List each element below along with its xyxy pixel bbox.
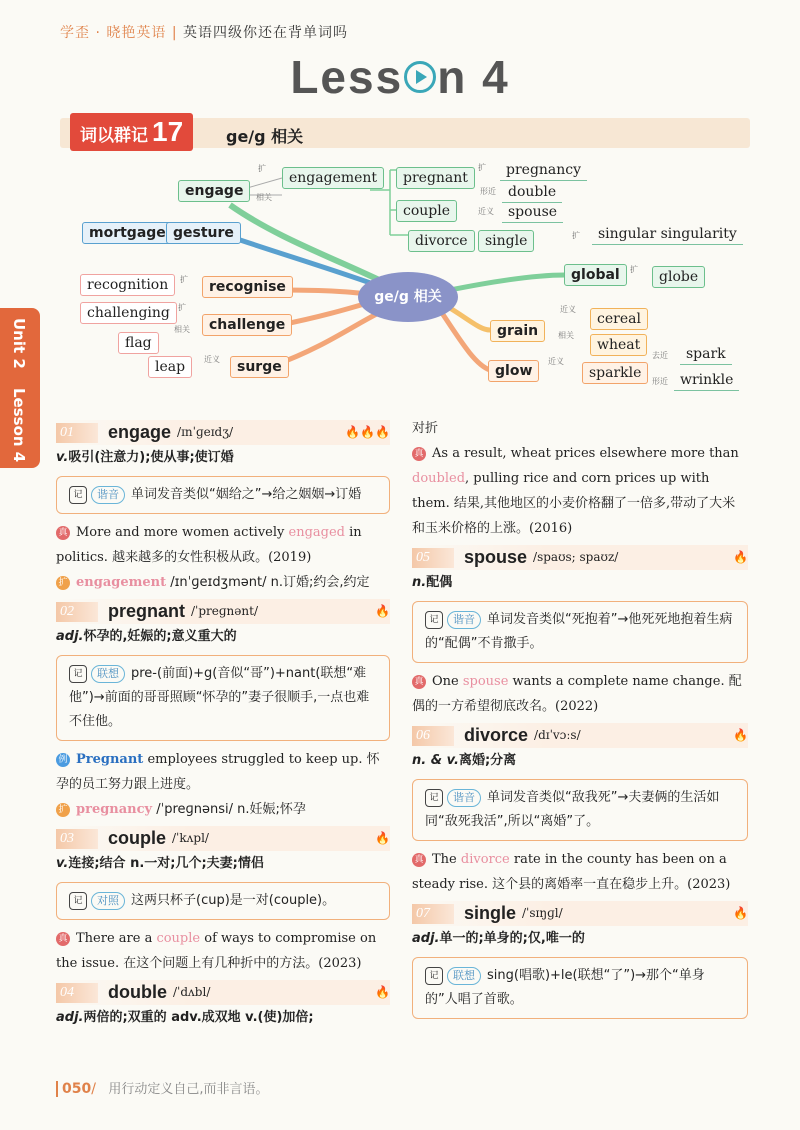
entry-ipa: /ɪnˈɡeɪdʒ/ xyxy=(177,425,234,439)
entry-definition: adj.两倍的;双重的 adv.成双地 v.(使)加倍; xyxy=(56,1010,314,1025)
memory-box xyxy=(412,957,748,1019)
series-subtitle: 英语四级你还在背单词吗 xyxy=(182,25,348,41)
entry-number: 07 xyxy=(412,904,454,924)
entry-definition: v.吸引(注意力);使从事;使订婚 xyxy=(56,450,234,465)
memory-icon: 记 xyxy=(69,892,87,910)
node-global: global xyxy=(564,264,627,286)
memory-box xyxy=(56,882,390,920)
extend-icon: 扩 xyxy=(56,803,70,817)
entry-ipa: /dɪˈvɔːs/ xyxy=(534,728,581,742)
memory-label: 联想 xyxy=(91,665,125,683)
tag-xiangguan-2: 相关 xyxy=(174,325,190,334)
side-tab-unit: Unit 2 xyxy=(10,318,28,369)
node-pregnancy: pregnancy xyxy=(500,160,587,181)
footer-motto: 用行动定义自己,而非言语。 xyxy=(108,1082,269,1097)
frequency-icon: 🔥 xyxy=(375,604,390,618)
node-spark: spark xyxy=(680,344,732,365)
node-recognise: recognise xyxy=(202,276,293,298)
memory-box xyxy=(412,779,748,841)
series-name: 学歪 · 晓艳英语 xyxy=(60,25,167,41)
entry-word: engage xyxy=(108,422,172,442)
tag-jinyi-4: 近义 xyxy=(548,357,564,366)
node-mortgage: mortgage xyxy=(82,222,173,244)
extension: 扩 pregnancy /ˈpreɡnənsi/ n.妊娠;怀孕 xyxy=(56,797,390,822)
entry-word: divorce xyxy=(464,725,529,745)
entry-ipa: /ˈdʌbl/ xyxy=(173,985,211,999)
memory-icon: 记 xyxy=(69,665,87,683)
side-tab-lesson: Lesson 4 xyxy=(10,388,28,463)
entry-word: couple xyxy=(108,828,167,848)
node-recognition: recognition xyxy=(80,274,175,296)
entry-ipa: /ˈkʌpl/ xyxy=(172,831,209,845)
node-globe: globe xyxy=(652,266,705,288)
node-divorce: divorce xyxy=(408,230,475,252)
memory-label: 谐音 xyxy=(91,486,125,504)
example-sentence: 例 Pregnant employees struggled to keep up. 怀孕的员工努力跟上进度。 xyxy=(56,752,380,792)
group-number: 17 xyxy=(152,116,184,147)
frequency-icon: 🔥 xyxy=(733,550,748,564)
entry-number: 02 xyxy=(56,602,98,622)
memory-box xyxy=(412,601,748,663)
node-sparkle: sparkle xyxy=(582,362,648,384)
tag-kuo-5: 扩 xyxy=(178,303,186,312)
memory-label: 谐音 xyxy=(447,611,481,629)
entry-number: 03 xyxy=(56,829,98,849)
title-part-1: Less xyxy=(290,51,404,103)
group-badge xyxy=(70,113,193,151)
node-wheat: wheat xyxy=(590,334,647,356)
node-challenge: challenge xyxy=(202,314,292,336)
entry-header-04 xyxy=(56,980,390,1005)
tag-kuo-2: 扩 xyxy=(478,163,486,172)
entry-word: pregnant xyxy=(108,601,186,621)
extend-icon: 扩 xyxy=(56,576,70,590)
memory-text: 单词发音类似“死抱着”→他死死地抱着生病的“配偶”不肯撒手。 xyxy=(425,612,733,651)
right-column xyxy=(412,416,748,1025)
node-leap: leap xyxy=(148,356,192,378)
entry-definition: v.连接;结合 n.一对;几个;夫妻;情侣 xyxy=(56,856,264,871)
memory-label: 联想 xyxy=(447,967,481,985)
tag-jinyi-2: 近义 xyxy=(204,355,220,364)
entry-ipa: /ˈpreɡnənt/ xyxy=(191,604,258,618)
node-challenging: challenging xyxy=(80,302,177,324)
node-spouse: spouse xyxy=(502,202,563,223)
running-header: 学歪 · 晓艳英语 | 英语四级你还在背单词吗 xyxy=(60,25,348,41)
group-badge-label: 词以群记 xyxy=(80,126,148,146)
entry-number: 05 xyxy=(412,548,454,568)
mindmap-center: ge/g 相关 xyxy=(358,272,458,322)
memory-text: pre-(前面)+g(音似“哥”)+nant(联想“难他”)→前面的哥哥照顾“怀孕的”妻子很顺手,一点也难不住他。 xyxy=(69,666,370,729)
definition-continuation: 对折 xyxy=(412,421,439,436)
frequency-icon: 🔥 xyxy=(733,728,748,742)
node-engage: engage xyxy=(178,180,250,202)
title-part-2: n 4 xyxy=(437,51,510,103)
entry-ipa: /spaʊs; spaʊz/ xyxy=(533,550,619,564)
entry-header-03 xyxy=(56,826,390,851)
tag-kuo-1: 扩 xyxy=(258,164,266,173)
memory-box xyxy=(56,655,390,741)
tag-kuo-3: 扩 xyxy=(572,231,580,240)
example-sentence: 真 The divorce rate in the county has been on a steady rise. 这个县的离婚率一直在稳步上升。(2023) xyxy=(412,852,731,892)
node-pregnant: pregnant xyxy=(396,167,475,189)
tag-kuo-6: 扩 xyxy=(630,265,638,274)
entry-definition: adj.怀孕的,妊娠的;意义重大的 xyxy=(56,629,237,644)
play-audio-icon[interactable] xyxy=(404,61,436,93)
memory-label: 谐音 xyxy=(447,789,481,807)
node-engagement: engagement xyxy=(282,167,384,189)
lesson-title xyxy=(0,50,800,104)
frequency-icon: 🔥 xyxy=(375,985,390,999)
example-sentence: 真 One spouse wants a complete name change. 配偶的一方希望彻底改名。(2022) xyxy=(412,674,742,714)
entry-header-06 xyxy=(412,723,748,748)
entry-definition: adj.单一的;单身的;仅,唯一的 xyxy=(412,931,585,946)
node-wrinkle: wrinkle xyxy=(674,370,739,391)
tag-xiangguan-1: 相关 xyxy=(256,193,272,202)
entry-header-05 xyxy=(412,545,748,570)
page-footer: 050/ 用行动定义自己,而非言语。 xyxy=(56,1078,269,1097)
memory-icon: 记 xyxy=(69,486,87,504)
entry-header-07 xyxy=(412,901,748,926)
left-column xyxy=(56,416,390,1030)
node-flag: flag xyxy=(118,332,159,354)
frequency-icon: 🔥 xyxy=(375,831,390,845)
exam-icon: 真 xyxy=(412,853,426,867)
memory-box xyxy=(56,476,390,514)
node-couple: couple xyxy=(396,200,457,222)
node-glow: glow xyxy=(488,360,539,382)
entry-number: 01 xyxy=(56,423,98,443)
node-gesture: gesture xyxy=(166,222,241,244)
entry-definition: n.配偶 xyxy=(412,575,453,590)
tag-xingjin-2: 形近 xyxy=(652,377,668,386)
group-topic: ge/g 相关 xyxy=(226,127,304,146)
entry-number: 04 xyxy=(56,983,98,1003)
tag-xiangguan-3: 相关 xyxy=(558,331,574,340)
memory-text: 单词发音类似“姻给之”→给之姻姻→订婚 xyxy=(131,487,362,502)
entry-word: double xyxy=(108,982,167,1002)
example-sentence: 真 More and more women actively engaged in politics. 越来越多的女性积极从政。(2019) xyxy=(56,525,362,565)
entry-header-01 xyxy=(56,420,390,445)
entry-word: spouse xyxy=(464,547,528,567)
exam-icon: 真 xyxy=(56,526,70,540)
entry-word: single xyxy=(464,903,517,923)
exam-icon: 真 xyxy=(56,932,70,946)
memory-label: 对照 xyxy=(91,892,125,910)
node-grain: grain xyxy=(490,320,545,342)
example-sentence: 真 There are a couple of ways to compromise on the issue. 在这个问题上有几种折中的方法。(2023) xyxy=(56,931,377,971)
page-number: 050 xyxy=(56,1081,91,1097)
exam-icon: 真 xyxy=(412,447,426,461)
extension: 扩 engagement /ɪnˈɡeɪdʒmənt/ n.订婚;约会,约定 xyxy=(56,570,390,595)
frequency-icon: 🔥 xyxy=(733,906,748,920)
memory-text: 单词发音类似“敌我死”→夫妻俩的生活如同“敌死我活”,所以“离婚”了。 xyxy=(425,790,720,829)
example-sentence: 真 As a result, wheat prices elsewhere more than doubled, pulling rice and corn prices up with them. 结果,其他地区的小麦价格翻了一倍多,带动了大米和玉米价格的上涨。(2016) xyxy=(412,446,739,536)
node-cereal: cereal xyxy=(590,308,648,330)
tag-jinyi-1: 近义 xyxy=(478,207,494,216)
tag-qujin: 去近 xyxy=(652,351,668,360)
memory-icon: 记 xyxy=(425,967,443,985)
node-double: double xyxy=(502,182,562,203)
node-singular: singular singularity xyxy=(592,224,743,245)
memory-icon: 记 xyxy=(425,611,443,629)
entry-header-02 xyxy=(56,599,390,624)
node-single: single xyxy=(478,230,534,252)
entry-number: 06 xyxy=(412,726,454,746)
exam-icon: 真 xyxy=(412,675,426,689)
memory-text: sing(唱歌)+le(联想“了”)→那个“单身的”人唱了首歌。 xyxy=(425,968,705,1007)
tag-jinyi-3: 近义 xyxy=(560,305,576,314)
example-icon: 例 xyxy=(56,753,70,767)
frequency-icon: 🔥🔥🔥 xyxy=(345,425,390,439)
memory-icon: 记 xyxy=(425,789,443,807)
entry-definition: n. & v.离婚;分离 xyxy=(412,753,517,768)
entry-ipa: /ˈsɪŋɡl/ xyxy=(522,906,563,920)
memory-text: 这两只杯子(cup)是一对(couple)。 xyxy=(131,893,336,908)
tag-xingjin-1: 形近 xyxy=(480,187,496,196)
tag-kuo-4: 扩 xyxy=(180,275,188,284)
node-surge: surge xyxy=(230,356,289,378)
